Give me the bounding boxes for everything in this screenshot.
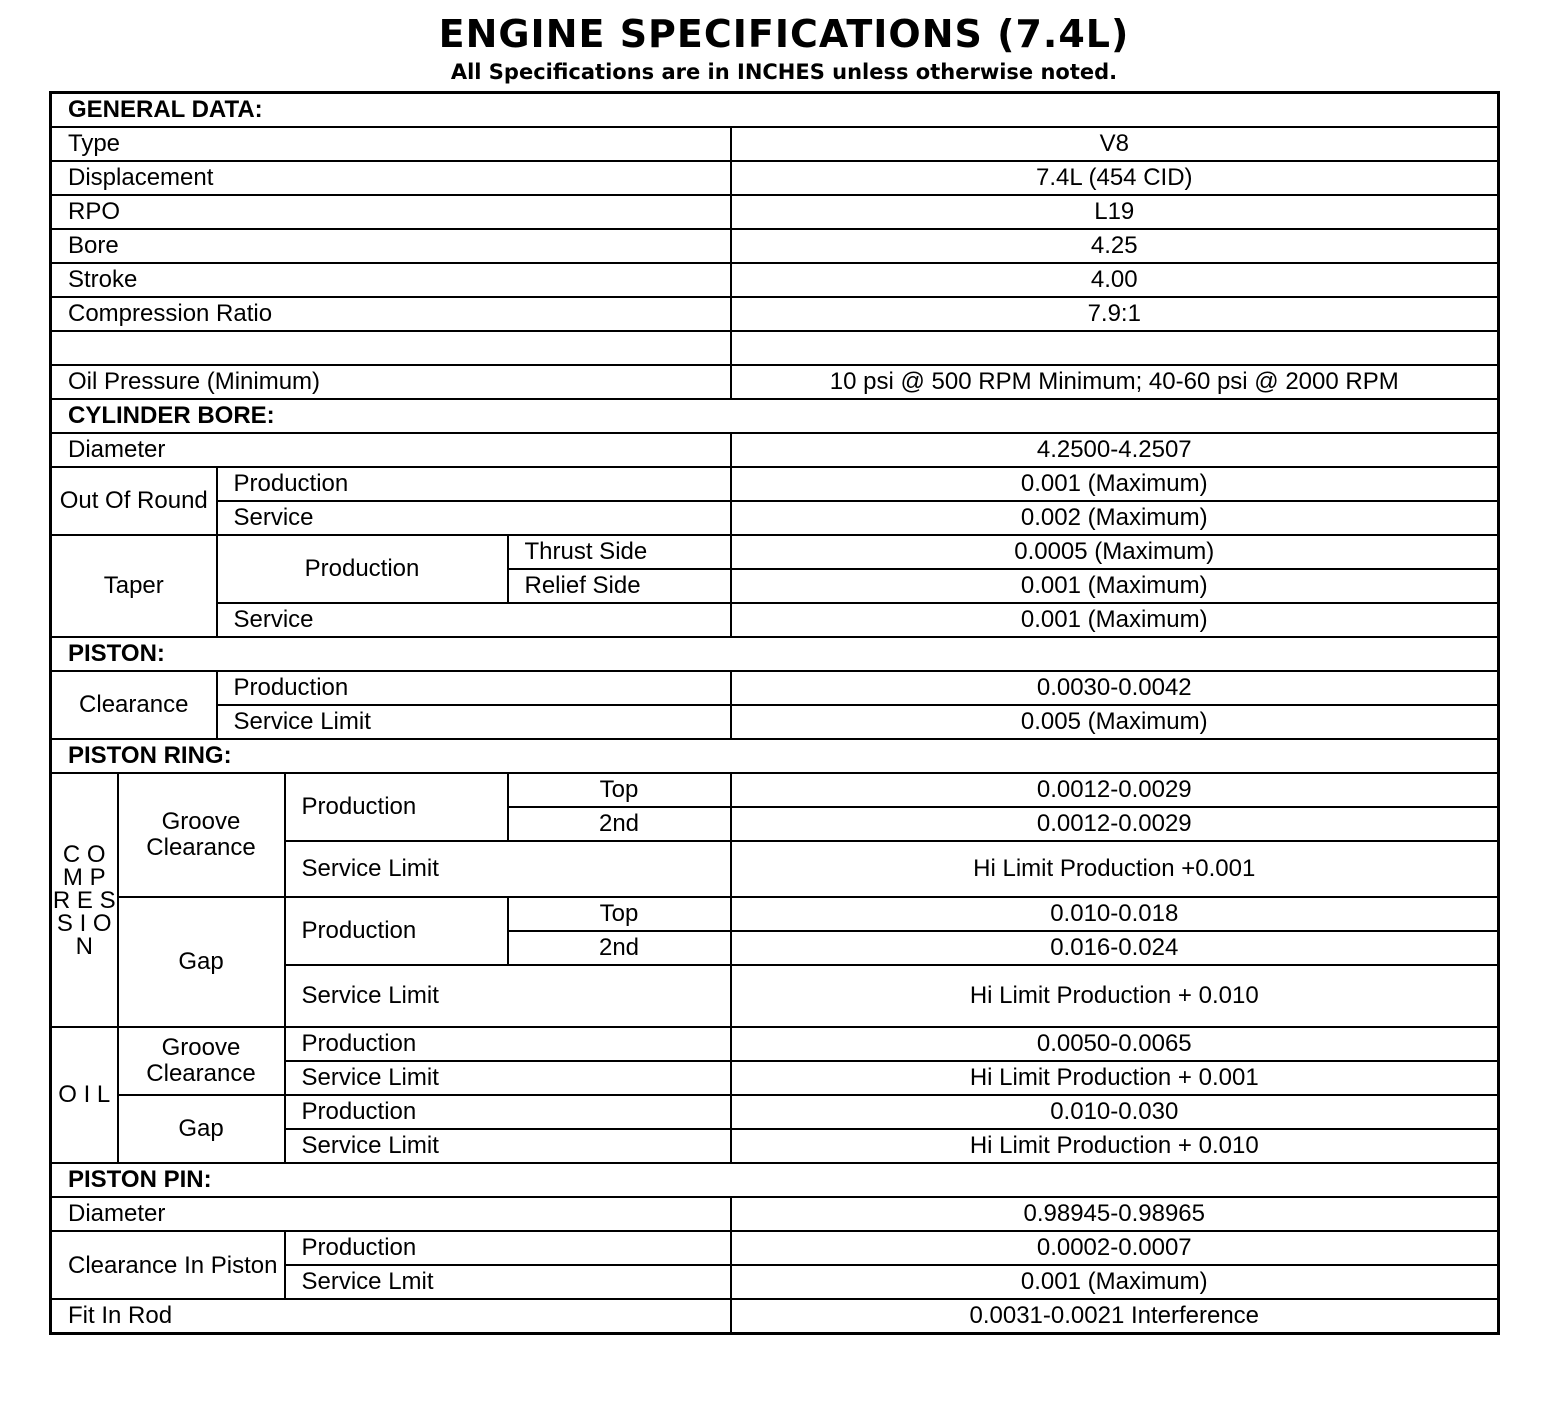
subgroup-label: Production — [285, 897, 508, 965]
spec-label: Service Lmit — [285, 1265, 731, 1299]
spec-label: Production — [285, 1095, 731, 1129]
table-row — [51, 1095, 1499, 1129]
spec-value: 4.00 — [731, 263, 1499, 297]
spec-label: Bore — [51, 229, 731, 263]
spec-value: 7.9:1 — [731, 297, 1499, 331]
spec-value: 0.0031-0.0021 Interference — [731, 1299, 1499, 1334]
spec-value: 0.0030-0.0042 — [731, 671, 1499, 705]
table-row — [51, 331, 1499, 365]
table-row — [51, 467, 1499, 501]
spec-label: Service — [217, 603, 731, 637]
spec-label: Oil Pressure (Minimum) — [51, 365, 731, 399]
table-row — [51, 365, 1499, 399]
spec-value: 0.0012-0.0029 — [731, 807, 1499, 841]
table-row — [51, 297, 1499, 331]
table-row — [51, 195, 1499, 229]
spec-label: Type — [51, 127, 731, 161]
table-row — [51, 897, 1499, 931]
section-heading: PISTON PIN: — [51, 1163, 1499, 1197]
spec-value: 0.0012-0.0029 — [731, 773, 1499, 807]
spec-table — [49, 91, 1500, 1335]
group-label: Gap — [118, 897, 285, 1027]
group-label: Out Of Round — [51, 467, 217, 535]
spec-label: Service Limit — [285, 1129, 731, 1163]
compression-vertical-label: C O M P R E S S I O N — [51, 773, 118, 1027]
subgroup-label: Production — [217, 535, 508, 603]
table-row — [51, 263, 1499, 297]
spec-label: Service Limit — [285, 1061, 731, 1095]
spec-value: 0.98945-0.98965 — [731, 1197, 1499, 1231]
table-row — [51, 1231, 1499, 1265]
spec-value: 0.0050-0.0065 — [731, 1027, 1499, 1061]
spec-value: 0.0002-0.0007 — [731, 1231, 1499, 1265]
table-row — [51, 705, 1499, 739]
spec-value: 0.0005 (Maximum) — [731, 535, 1499, 569]
page-title: ENGINE SPECIFICATIONS (7.4L) — [438, 12, 1130, 56]
group-label: Clearance In Piston — [51, 1231, 285, 1299]
spec-value: L19 — [731, 195, 1499, 229]
spec-label: RPO — [51, 195, 731, 229]
group-label: Groove Clearance — [118, 773, 285, 897]
spec-value: 10 psi @ 500 RPM Minimum; 40-60 psi @ 2000 RPM — [731, 365, 1499, 399]
spec-label: Relief Side — [508, 569, 731, 603]
spec-label: Production — [285, 1027, 731, 1061]
group-label: Gap — [118, 1095, 285, 1163]
spec-label: Diameter — [51, 1197, 731, 1231]
table-row — [51, 433, 1499, 467]
empty-cell — [51, 331, 731, 365]
spec-value: 0.001 (Maximum) — [731, 569, 1499, 603]
oil-vertical-label: O I L — [51, 1027, 118, 1163]
spec-value: 0.016-0.024 — [731, 931, 1499, 965]
spec-value: Hi Limit Production +0.001 — [731, 841, 1499, 897]
section-row — [51, 637, 1499, 671]
table-row — [51, 671, 1499, 705]
section-heading: PISTON: — [51, 637, 1499, 671]
spec-value: Hi Limit Production + 0.010 — [731, 965, 1499, 1027]
table-row — [51, 603, 1499, 637]
table-row — [51, 501, 1499, 535]
section-row — [51, 93, 1499, 128]
group-label: Taper — [51, 535, 217, 637]
spec-value: V8 — [731, 127, 1499, 161]
page-subtitle: All Specifications are in INCHES unless otherwise noted. — [450, 60, 1118, 84]
spec-label: Service — [217, 501, 731, 535]
section-row — [51, 399, 1499, 433]
spec-value: 0.001 (Maximum) — [731, 467, 1499, 501]
spec-value: 0.001 (Maximum) — [731, 603, 1499, 637]
table-row — [51, 1299, 1499, 1334]
spec-label: Service Limit — [285, 965, 731, 1027]
spec-label: 2nd — [508, 807, 731, 841]
spec-value: 7.4L (454 CID) — [731, 161, 1499, 195]
section-row — [51, 739, 1499, 773]
table-row — [51, 1027, 1499, 1061]
table-row — [51, 1197, 1499, 1231]
section-heading: PISTON RING: — [51, 739, 1499, 773]
spec-label: Compression Ratio — [51, 297, 731, 331]
spec-value: 4.25 — [731, 229, 1499, 263]
spec-value: 0.002 (Maximum) — [731, 501, 1499, 535]
spec-value: Hi Limit Production + 0.001 — [731, 1061, 1499, 1095]
spec-label: Thrust Side — [508, 535, 731, 569]
spec-value: 4.2500-4.2507 — [731, 433, 1499, 467]
spec-label: 2nd — [508, 931, 731, 965]
spec-label: Fit In Rod — [51, 1299, 731, 1334]
spec-value: 0.010-0.030 — [731, 1095, 1499, 1129]
table-row — [51, 773, 1499, 807]
spec-label: Top — [508, 897, 731, 931]
spec-label: Production — [217, 467, 731, 501]
section-heading: GENERAL DATA: — [51, 93, 1499, 128]
table-row — [51, 535, 1499, 569]
spec-value: 0.001 (Maximum) — [731, 1265, 1499, 1299]
spec-label: Stroke — [51, 263, 731, 297]
table-row — [51, 127, 1499, 161]
group-label: Clearance — [51, 671, 217, 739]
spec-label: Service Limit — [217, 705, 731, 739]
section-row — [51, 1163, 1499, 1197]
table-row — [51, 161, 1499, 195]
spec-label: Service Limit — [285, 841, 731, 897]
spec-label: Top — [508, 773, 731, 807]
spec-value: Hi Limit Production + 0.010 — [731, 1129, 1499, 1163]
group-label: Groove Clearance — [118, 1027, 285, 1095]
spec-label: Production — [285, 1231, 731, 1265]
spec-value: 0.005 (Maximum) — [731, 705, 1499, 739]
table-row — [51, 229, 1499, 263]
spec-label: Displacement — [51, 161, 731, 195]
empty-cell — [731, 331, 1499, 365]
section-heading: CYLINDER BORE: — [51, 399, 1499, 433]
spec-value: 0.010-0.018 — [731, 897, 1499, 931]
spec-label: Diameter — [51, 433, 731, 467]
subgroup-label: Production — [285, 773, 508, 841]
spec-label: Production — [217, 671, 731, 705]
